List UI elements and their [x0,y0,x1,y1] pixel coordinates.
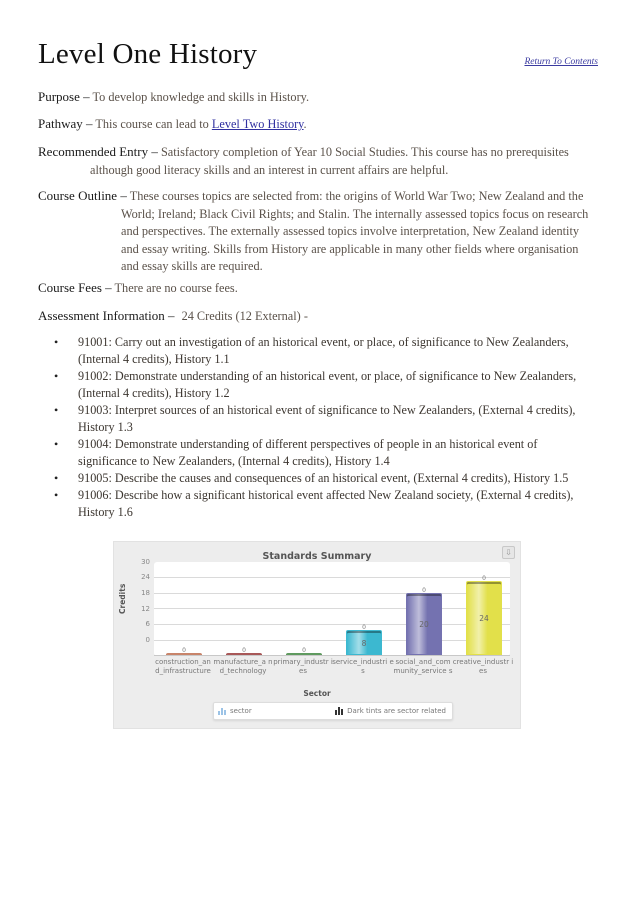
course-fees-paragraph [38,279,238,298]
purpose-text: To develop knowledge and skills in History. [92,90,310,104]
bar-manufacture_and_technology[interactable] [226,647,262,655]
x-tick: service_industri es [332,658,394,675]
dark-tint-label: 0 [242,647,246,654]
bar-social_and_community_services[interactable] [406,587,442,655]
pathway-label: Pathway – [38,116,93,131]
legend-item-dark-tints[interactable]: Dark tints are sector related [335,707,446,715]
standards-summary-chart [113,541,521,729]
x-tick: social_and_com munity_service s [393,658,453,675]
bar-value-label: 8 [361,638,367,648]
course-outline-line3: and perspectives. The externally assessed topics involve interpretation, New Zealand identity [121,224,580,238]
y-tick: 12 [141,605,150,613]
assessment-label: Assessment Information – [38,308,175,323]
gridline [154,624,510,625]
dark-tint-label: 0 [182,647,186,654]
course-fees-text: There are no course fees. [114,281,238,295]
list-item: • 91003: Interpret sources of an historical event of significance to New Zealanders, (External 4 credits), History 1.3 [52,402,602,436]
chart-legend [213,702,453,720]
download-icon[interactable]: ⇩ [502,546,515,559]
dark-tint-label: 0 [302,647,306,654]
y-tick: 6 [145,620,150,628]
pathway-text: This course can lead to [95,117,209,131]
dark-tint-label: 0 [482,574,486,582]
y-axis-label: Credits [118,583,127,614]
bar-chart-light-icon [218,707,227,715]
x-axis-line [154,655,510,656]
list-item: • 91001: Carry out an investigation of an historical event, or place, of significance to New Zealanders, (Internal 4 credits), History 1.1 [52,334,602,368]
level-two-history-link[interactable]: Level Two History [211,117,304,131]
course-outline-label: Course Outline – [38,188,127,203]
x-tick: construction_an d_infrastructure [155,658,211,675]
purpose-paragraph [38,88,309,107]
recommended-entry-paragraph [38,143,608,179]
course-outline-line5: and essay skills are required. [121,259,263,273]
y-tick: 0 [145,636,150,644]
return-to-contents-link[interactable]: Return To Contents [524,57,598,67]
gridline [154,577,510,578]
bar-primary_industries[interactable] [286,647,322,655]
bar-service_industries[interactable] [346,624,382,655]
assessment-paragraph [38,307,308,326]
dark-tint-label: 0 [362,624,366,632]
x-tick: manufacture_a nd_technology [213,658,273,675]
bar-construction_and_infrastructure[interactable] [166,647,202,655]
dark-tint-label: 0 [422,587,426,594]
x-tick: primary_industr ies [273,658,333,675]
y-tick: 18 [141,589,150,597]
pathway-suffix: . [303,117,307,131]
purpose-label: Purpose – [38,89,90,104]
list-item: • 91004: Demonstrate understanding of different perspectives of people in an historical event of significance to New Zealanders, (Internal 4 credits), History 1.4 [52,436,602,470]
course-outline-paragraph [38,187,618,276]
gridline [154,640,510,641]
x-axis-label: Sector [303,689,331,698]
pathway-paragraph [38,115,307,134]
list-item: • 91002: Demonstrate understanding of an historical event, or place, of significance to New Zealanders, (Internal 4 credits), History 1.2 [52,368,602,402]
standards-list [52,334,602,521]
recommended-entry-label: Recommended Entry – [38,144,158,159]
legend-item-sector[interactable]: sector [218,707,252,715]
gridline [154,608,510,609]
x-tick: creative_industr ies [452,658,514,675]
course-outline-line1: These courses topics are selected from: the origins of World War Two; New Zealand and the [129,189,584,203]
list-item: • 91006: Describe how a significant historical event affected New Zealand society, (External 4 credits), History 1.6 [52,487,602,521]
course-outline-line2: World; Ireland; Black Civil Rights; and Stalin. The internally assessed topics focus on research [121,206,589,221]
course-fees-label: Course Fees – [38,280,112,295]
recommended-entry-line2: although good literacy skills and an interest in current affairs are helpful. [90,162,449,177]
chart-title: Standards Summary [262,551,372,562]
course-outline-line4: and essay writing. Skills from History are applicable in many other fields where organisation [121,241,579,256]
bar-value-label: 20 [419,620,429,629]
bar-value-label: 24 [479,613,489,623]
bar-creative_industries[interactable] [466,574,502,655]
page-title: Level One History [38,38,258,70]
y-tick: 24 [141,573,150,581]
assessment-credits: 24 Credits (12 External) - [181,309,308,323]
gridline [154,593,510,594]
list-item: • 91005: Describe the causes and consequences of an historical event, (External 4 credits), History 1.5 [52,470,602,487]
bar-chart-dark-icon [335,707,344,715]
y-tick: 30 [141,558,150,566]
plot-area [154,562,510,656]
recommended-entry-line1: Satisfactory completion of Year 10 Social Studies. This course has no prerequisites [160,145,569,159]
